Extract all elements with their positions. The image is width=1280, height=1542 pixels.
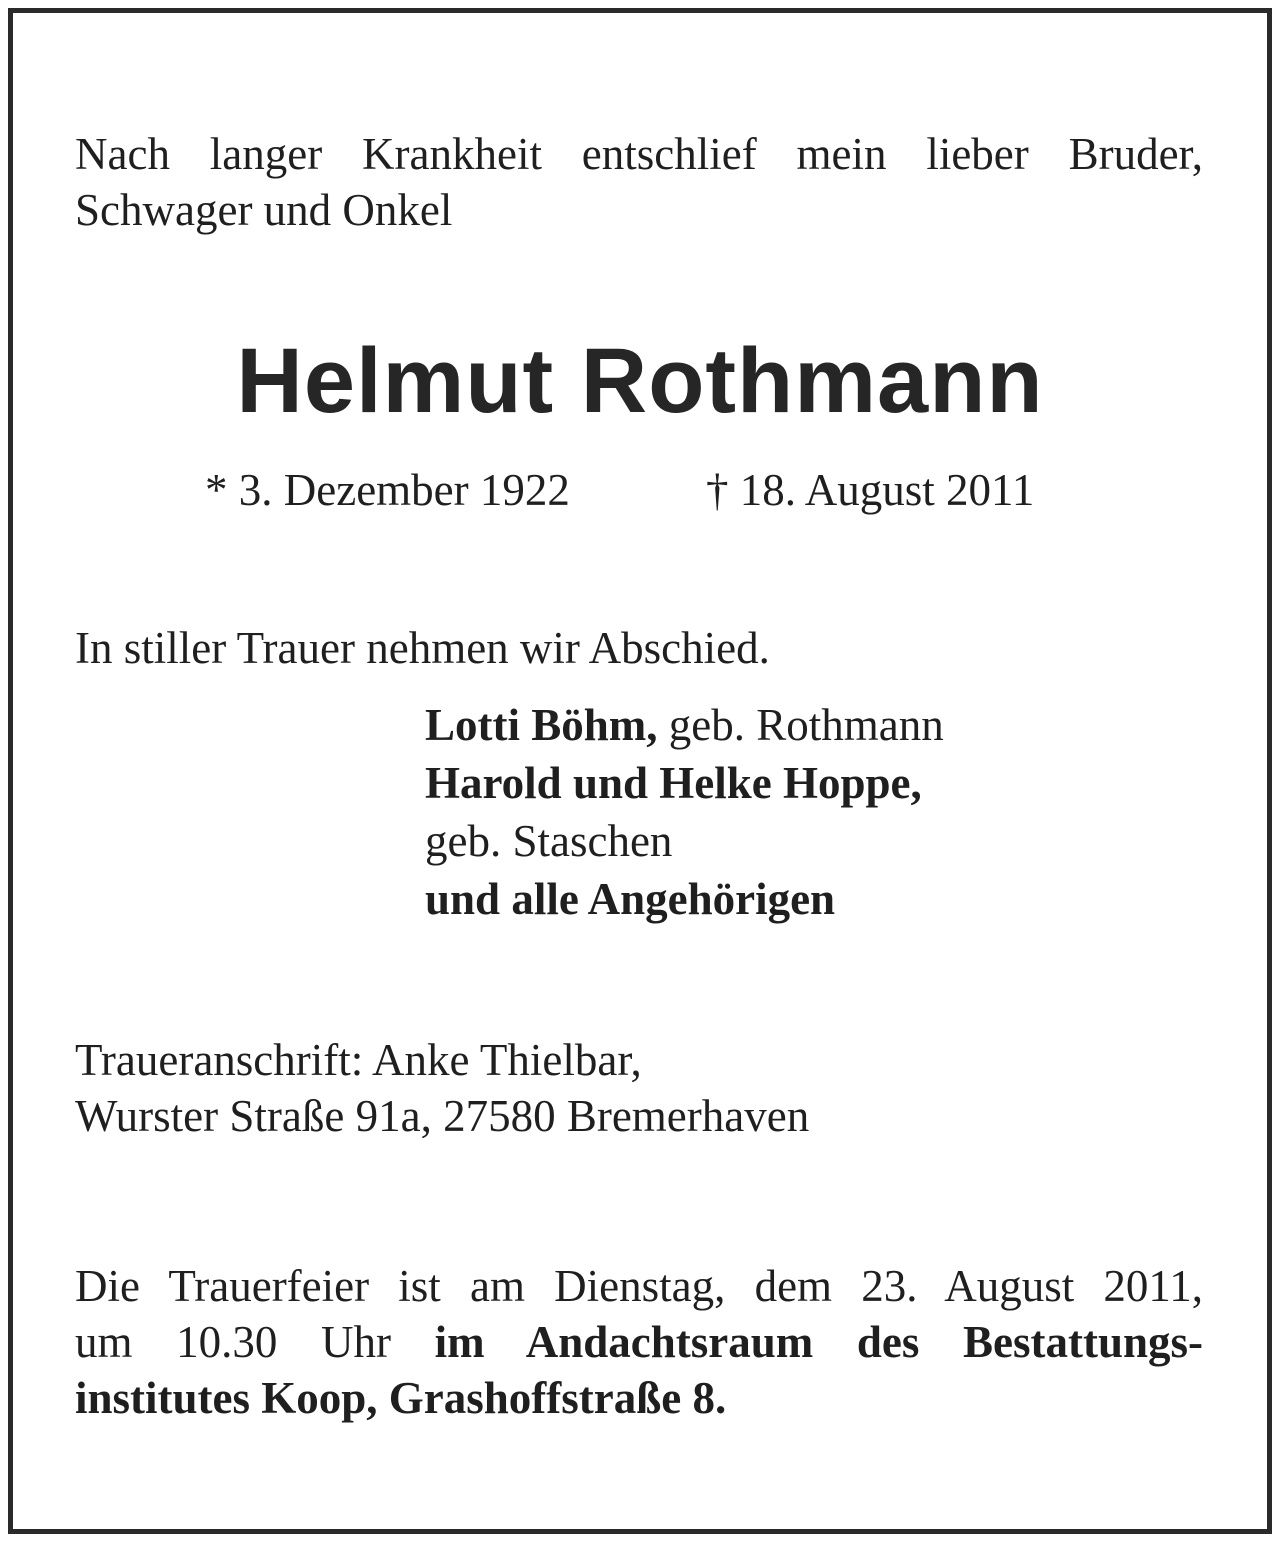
deceased-name: Helmut Rothmann: [236, 330, 1044, 432]
signers-list: [425, 696, 944, 928]
ceremony-line-1: Die Trauerfeier ist am Dienstag, dem 23. August 2011,: [75, 1261, 1203, 1311]
signer-bold: Lotti Böhm,: [425, 700, 658, 750]
intro-text: [75, 126, 1203, 238]
ceremony-info: [75, 1258, 1203, 1426]
birth-date: * 3. Dezember 1922: [205, 465, 570, 515]
ceremony-time: um 10.30 Uhr: [75, 1317, 391, 1367]
ceremony-line-2: [75, 1314, 1203, 1370]
signer-bold: Harold und Helke Hoppe,: [425, 758, 922, 808]
address-line-1: Traueranschrift: Anke Thielbar,: [75, 1035, 642, 1085]
signer-bold: und alle Angehörigen: [425, 874, 836, 924]
mourning-address: [75, 1032, 1203, 1144]
ceremony-location-part-1: im Andachtsraum des Bestattungs-: [434, 1317, 1203, 1367]
intro-line-2: Schwager und Onkel: [75, 185, 453, 235]
signer-line: [425, 812, 944, 870]
signer-normal: geb. Staschen: [425, 816, 673, 866]
signer-line: [425, 754, 944, 812]
intro-line-1: Nach langer Krankheit entschlief mein lieber Bruder,: [75, 129, 1203, 179]
ceremony-location-part-2: institutes Koop, Grashoffstraße 8.: [75, 1373, 727, 1423]
death-date: † 18. August 2011: [706, 465, 1035, 515]
signer-normal: geb. Rothmann: [657, 700, 944, 750]
signer-line: [425, 870, 944, 928]
signer-line: [425, 696, 944, 754]
farewell-text: In stiller Trauer nehmen wir Abschied.: [75, 623, 770, 673]
address-line-2: Wurster Straße 91a, 27580 Bremerhaven: [75, 1091, 810, 1141]
